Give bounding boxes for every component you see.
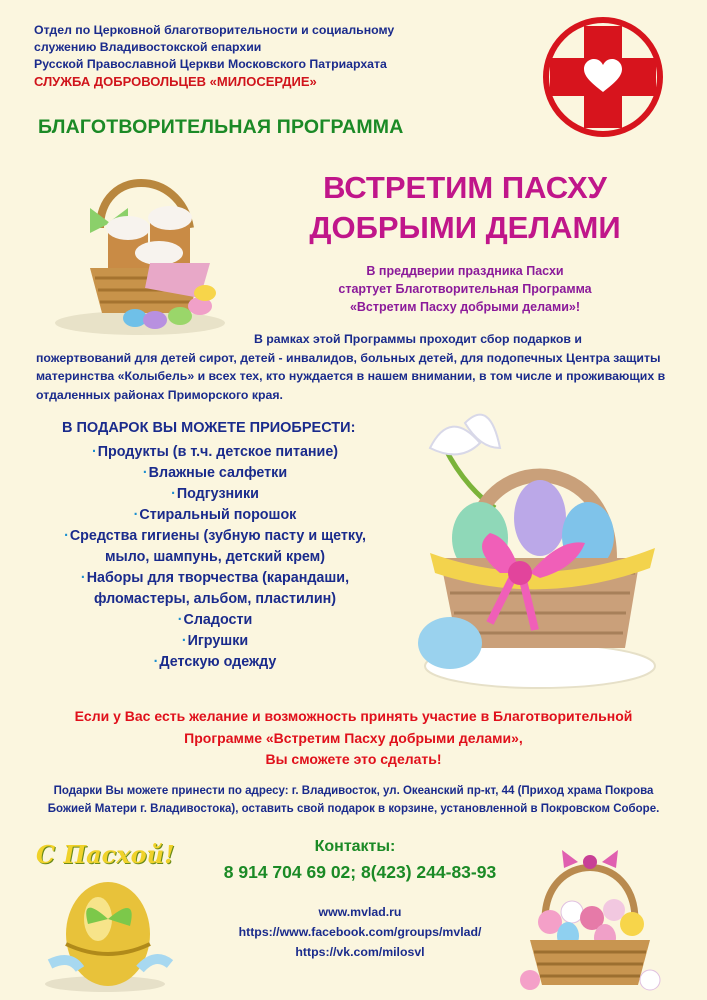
drop-off-address <box>20 782 687 818</box>
headline-line-1: ВСТРЕТИМ ПАСХУ <box>323 170 607 205</box>
gift-item: ·Продукты (в т.ч. детское питание) <box>91 444 339 460</box>
program-description: В рамках этой Программы проходит сбор подарков и пожертвований для детей сирот, детей - инвалидов, больных детей, для подопечных Центра защиты материнства «Колыбель» и всех тех, кто нуждается в нашем внимании, в том числе и проживающих в отдаленных районах Приморского края. <box>36 332 666 402</box>
cta-line: Программе «Встретим Пасху добрыми делами», <box>184 729 523 746</box>
intro-line: стартует Благотворительная Программа <box>338 282 592 296</box>
gifts-list <box>20 442 410 673</box>
headline <box>250 168 680 248</box>
intro-line: В преддверии праздника Пасхи <box>366 264 564 278</box>
gift-item: ·Игрушки <box>181 633 249 649</box>
contact-links <box>200 902 520 962</box>
service-name: СЛУЖБА ДОБРОВОЛЬЦЕВ «МИЛОСЕРДИЕ» <box>34 74 317 89</box>
gift-item: ·Влажные салфетки <box>142 465 288 481</box>
address-line: Подарки Вы можете принести по адресу: г. Владивосток, ул. Океанский пр-кт, 44 (Приход храма Покрова <box>53 785 654 797</box>
easter-basket-eggs-icon <box>410 408 670 698</box>
greeting-text: С Пасхой! <box>36 840 175 869</box>
website-link[interactable]: www.mvlad.ru <box>318 905 402 919</box>
gift-item: ·Подгузники <box>171 486 259 502</box>
easter-basket-kulich-icon <box>40 168 240 338</box>
headline-line-2: ДОБРЫМИ ДЕЛАМИ <box>309 210 621 245</box>
cta-line: Если у Вас есть желание и возможность принять участие в Благотворительной <box>74 708 633 724</box>
gift-item: мыло, шампунь, детский крем) <box>104 549 326 565</box>
gift-item: ·Сладости <box>177 612 253 628</box>
contact-phones[interactable]: 8 914 704 69 02; 8(423) 244-83-93 <box>223 862 497 882</box>
flower-basket-icon <box>510 840 670 995</box>
gift-item: ·Средства гигиены (зубную пасту и щетку, <box>64 528 366 544</box>
org-line: служению Владивостокской епархии <box>34 40 262 54</box>
intro-line: «Встретим Пасху добрыми делами»! <box>349 300 581 314</box>
org-line: Отдел по Церковной благотворительности и социальному <box>34 23 395 37</box>
contacts-title: Контакты: <box>314 838 396 855</box>
cta-line: Вы сможете это сделать! <box>265 751 442 767</box>
intro-text <box>270 262 660 316</box>
gift-item: ·Наборы для творчества (карандаши, <box>80 570 350 586</box>
call-to-action <box>20 706 687 771</box>
org-line: Русской Православной Церкви Московского Патриархата <box>34 57 387 71</box>
gift-item: ·Стиральный порошок <box>133 507 297 523</box>
organization-header <box>34 22 454 90</box>
facebook-link[interactable]: https://www.facebook.com/groups/mvlad/ <box>238 925 482 939</box>
program-title: БЛАГОТВОРИТЕЛЬНАЯ ПРОГРАММА <box>38 116 404 138</box>
gift-item: ·Детскую одежду <box>153 654 277 670</box>
vk-link[interactable]: https://vk.com/milosvl <box>295 945 425 959</box>
address-line: Божией Матери г. Владивостока), оставить свой подарок в корзине, установленной в Покровском Соборе. <box>47 803 660 815</box>
red-cross-heart-icon <box>540 18 666 136</box>
gifts-title: В ПОДАРОК ВЫ МОЖЕТЕ ПРИОБРЕСТИ: <box>62 420 356 436</box>
gift-item: фломастеры, альбом, пластилин) <box>93 591 337 607</box>
